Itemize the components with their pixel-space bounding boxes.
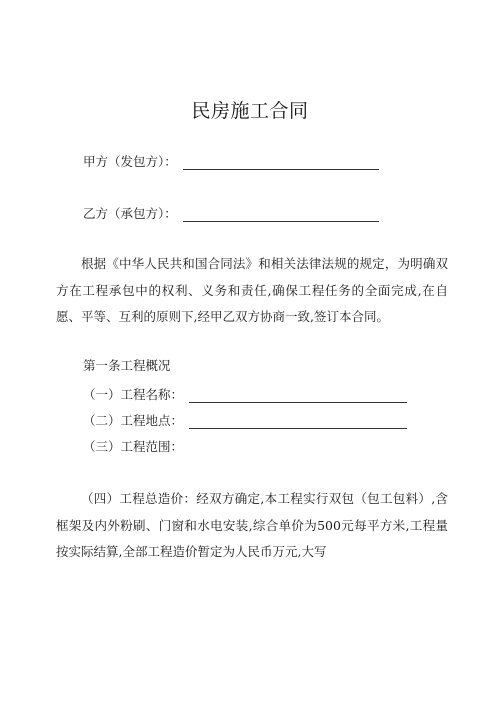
party-a-blank: [183, 157, 379, 170]
intro-paragraph: 根据《中华人民共和国合同法》和相关法律法规的规定，为明确双方在工程承包中的权利、义务和责任,确保工程任务的全面完成,在自愿、平等、互利的原则下,经甲乙双方协商一致,签订本合同。: [56, 256, 448, 324]
page-title: 民房施工合同: [191, 100, 309, 122]
article1-heading: 第一条工程概况: [83, 358, 171, 373]
party-a-row: [83, 154, 379, 170]
project-location-blank: [189, 416, 407, 429]
project-name-row: [83, 387, 407, 403]
project-location-label: （二）工程地点：: [83, 413, 184, 428]
project-name-label: （一）工程名称：: [83, 387, 184, 402]
party-b-blank: [183, 209, 379, 222]
project-scope-label: （三）工程范围：: [83, 439, 184, 454]
project-location-row: [83, 413, 407, 429]
party-b-row: [83, 206, 379, 222]
party-a-label: 甲方（发包方）：: [83, 154, 177, 169]
cost-paragraph: （四）工程总造价：经双方确定,本工程实行双包（包工包料）,含框架及内外粉刷、门窗和水电安装,综合单价为500元每平方米,工程量按实际结算,全部工程造价暂定为人民币万元,大写: [56, 491, 448, 559]
party-b-label: 乙方（承包方）：: [83, 206, 177, 221]
project-name-blank: [189, 390, 407, 403]
